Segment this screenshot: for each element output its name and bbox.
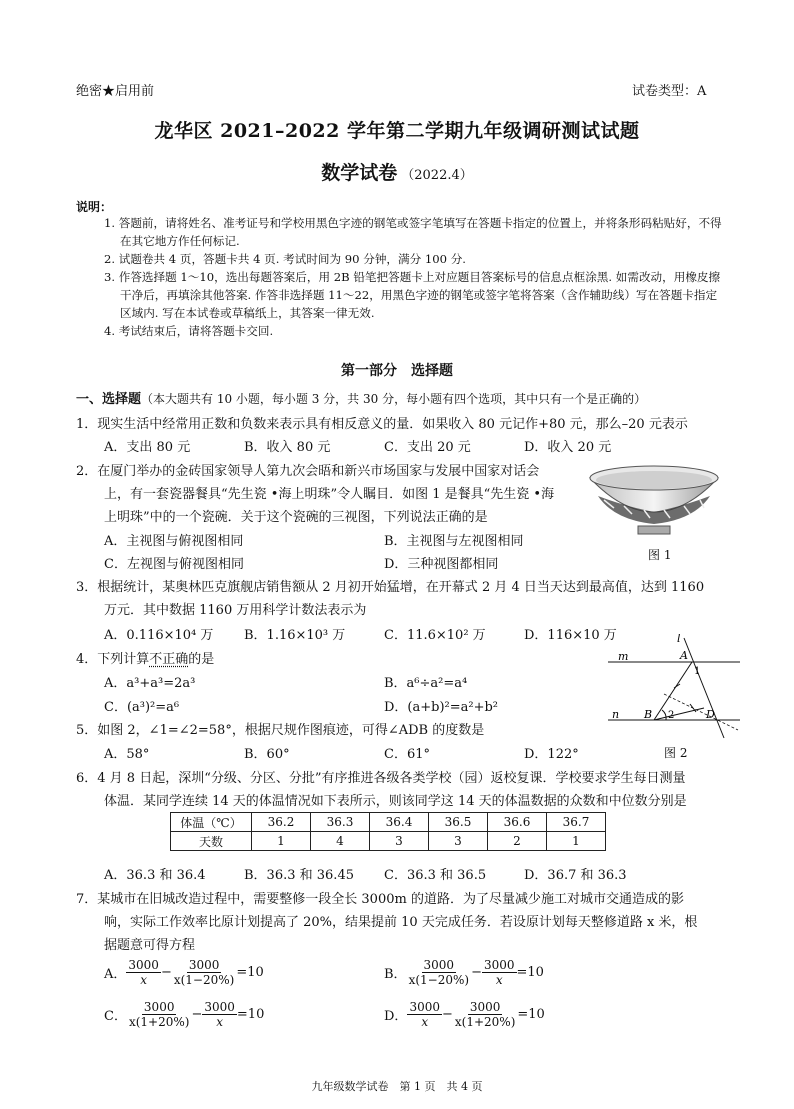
- table-cell: 体温（℃）: [171, 813, 252, 832]
- exam-title: 龙华区 2021–2022 学年第二学期九年级调研测试试题: [154, 120, 640, 142]
- q3-line2: 万元．其中数据 1160 万用科学计数法表示为: [104, 603, 367, 618]
- denominator: x: [495, 973, 503, 987]
- q5-option-b: B．60°: [244, 747, 290, 762]
- q4-option-c: C．(a³)²=a⁶: [104, 700, 180, 715]
- fraction: [126, 958, 161, 987]
- numerator: 3000: [469, 1000, 501, 1014]
- table-cell: 1: [547, 832, 606, 851]
- table-cell: 3: [370, 832, 429, 851]
- part1-desc: （本大题共有 10 小题，每小题 3 分，共 30 分，每小题有四个选项，其中只有一个是正确的）: [141, 392, 647, 406]
- q3-option-b: B．1.16×10³ 万: [244, 628, 346, 643]
- denominator: x(1−20%): [173, 973, 235, 987]
- q7-c-label: C．: [104, 1009, 127, 1024]
- note-item: 3. 作答选择题 1～10，选出每题答案后，用 2B 铅笔把答题卡上对应题目答案标号的信息点框涂黑. 如需改动，用橡皮擦干净后，再填涂其他答案. 作答非选择题 11～22，用黑色字迹的钢笔或签字笔将答案（含作辅助线）写在答题卡指定区域内. 写在本试卷或草稿纸上，其答案一律无效.: [104, 270, 721, 320]
- q1-stem: 1．现实生活中经常用正数和负数来表示具有相反意义的量．如果收入 80 元记作+80 元，那么–20 元表示: [76, 417, 688, 432]
- table-row: [171, 832, 606, 851]
- denominator: x(1+20%): [128, 1015, 190, 1029]
- fig2-label-m: m: [618, 650, 629, 663]
- paper-type: 试卷类型：A: [632, 84, 707, 99]
- minus-sign: −: [471, 965, 482, 980]
- denominator: x: [140, 973, 148, 987]
- numerator: 3000: [128, 958, 159, 972]
- q7-line3: 据题意可得方程: [104, 938, 196, 953]
- q2-option-d: D．三种视图都相同: [384, 557, 499, 572]
- numerator: 3000: [143, 1000, 175, 1014]
- q6-line1: 6．4 月 8 日起，深圳“分级、分区、分批”有序推进各级各类学校（园）返校复课．学校要求学生每日测量: [76, 771, 686, 786]
- exam-date: （2022.4）: [401, 168, 473, 183]
- denominator: x: [421, 1015, 429, 1029]
- fig2-caption: 图 2: [664, 746, 688, 760]
- fraction: [407, 958, 472, 987]
- equals: =10: [236, 1007, 265, 1022]
- note-item: 2. 试题卷共 4 页，答题卡共 4 页. 考试时间为 90 分钟，满分 100 分.: [104, 252, 466, 266]
- q4-option-d: D．(a+b)²=a²+b²: [384, 700, 499, 715]
- minus-sign: −: [441, 1007, 453, 1022]
- numerator: 3000: [409, 1000, 440, 1014]
- temperature-table: [170, 812, 606, 851]
- bowl-figure: [584, 462, 724, 542]
- numerator: 3000: [204, 1000, 235, 1014]
- q2-option-c: C．左视图与俯视图相同: [104, 557, 244, 572]
- fraction: [172, 958, 237, 987]
- fraction: [202, 1000, 237, 1029]
- equals: =10: [516, 965, 544, 980]
- denominator: x(1+20%): [454, 1015, 516, 1029]
- table-cell: 36.7: [547, 813, 606, 832]
- fig2-diagram: [604, 634, 744, 744]
- q2-line2: 上，有一套瓷器餐具“先生瓷 •海上明珠”令人瞩目．如图 1 是餐具“先生瓷 •海: [104, 487, 555, 502]
- q4-stem: [76, 648, 214, 667]
- q2-option-b: B．主视图与左视图相同: [384, 534, 524, 549]
- table-cell: 4: [311, 832, 370, 851]
- confidential-mark: 绝密★启用前: [76, 84, 155, 99]
- equals: =10: [517, 1007, 545, 1022]
- q3-option-c: C．11.6×10² 万: [384, 628, 486, 643]
- fig2-angle-1: 1: [694, 666, 701, 677]
- equals: =10: [236, 965, 264, 980]
- note-item: 1. 答题前，请将姓名、准考证号和学校用黑色字迹的钢笔或签字笔填写在答题卡指定的位置上，并将条形码粘贴好，不得在其它地方作任何标记.: [104, 216, 722, 248]
- q7-option-d: [384, 1000, 545, 1029]
- q1-option-c: C．支出 20 元: [384, 440, 471, 455]
- q7-option-b: [384, 958, 544, 987]
- fraction: [482, 958, 517, 987]
- q3-option-a: A．0.116×10⁴ 万: [104, 628, 214, 643]
- q6-option-a: A．36.3 和 36.4: [104, 868, 206, 883]
- fraction: [407, 1000, 442, 1029]
- fig1-caption: 图 1: [648, 548, 672, 562]
- q1-option-b: B．收入 80 元: [244, 440, 331, 455]
- table-cell: 3: [429, 832, 488, 851]
- q7-line2: 响，实际工作效率比原计划提高了 20%，结果提前 10 天完成任务．若设原计划每天整修道路 x 米，根: [104, 915, 698, 930]
- fig2-label-A: A: [680, 649, 688, 662]
- q6-option-d: D．36.7 和 36.3: [524, 868, 627, 883]
- table-cell: 36.5: [429, 813, 488, 832]
- table-cell: 天数: [171, 832, 252, 851]
- denominator: x: [216, 1015, 224, 1029]
- q1-option-d: D．收入 20 元: [524, 440, 612, 455]
- q4-option-a: A．a³+a³=2a³: [104, 676, 196, 691]
- q7-option-c: [104, 1000, 264, 1029]
- minus-sign: −: [191, 1007, 203, 1022]
- q1-option-a: A．支出 80 元: [104, 440, 191, 455]
- fraction: [453, 1000, 518, 1029]
- q4-stem-pre: 4．下列计算: [76, 652, 150, 667]
- q6-option-b: B．36.3 和 36.45: [244, 868, 354, 883]
- fig2-label-l: l: [677, 634, 681, 645]
- part1-heading: [76, 388, 646, 407]
- q5-option-c: C．61°: [384, 747, 430, 762]
- fraction: [127, 1000, 192, 1029]
- numerator: 3000: [483, 958, 515, 972]
- q5-option-a: A．58°: [104, 747, 150, 762]
- q4-option-b: B．a⁶÷a²=a⁴: [384, 676, 468, 691]
- numerator: 3000: [188, 958, 220, 972]
- q2-line3: 上明珠”中的一个瓷碗．关于这个瓷碗的三视图，下列说法正确的是: [104, 510, 488, 525]
- table-cell: 36.6: [488, 813, 547, 832]
- q6-line2: 体温．某同学连续 14 天的体温情况如下表所示，则该同学这 14 天的体温数据的众数和中位数分别是: [104, 794, 687, 809]
- table-cell: 36.4: [370, 813, 429, 832]
- subject-name: 数学试卷: [321, 162, 398, 184]
- denominator: x(1−20%): [408, 973, 470, 987]
- q2-option-a: A．主视图与俯视图相同: [104, 534, 244, 549]
- q5-stem: 5．如图 2，∠1=∠2=58°，根据尺规作图痕迹，可得∠ADB 的度数是: [76, 723, 485, 738]
- table-cell: 36.3: [311, 813, 370, 832]
- table-cell: 1: [252, 832, 311, 851]
- notes-list: [104, 214, 724, 340]
- q7-a-label: A．: [104, 967, 127, 982]
- q4-stem-post: 的是: [188, 652, 215, 667]
- q3-line1: 3．根据统计，某奥林匹克旗舰店销售额从 2 月初开始猛增，在开幕式 2 月 4 日当天达到最高值，达到 1160: [76, 580, 705, 595]
- q3-option-d: D．116×10 万: [524, 628, 617, 643]
- table-cell: 36.2: [252, 813, 311, 832]
- q6-option-c: C．36.3 和 36.5: [384, 868, 487, 883]
- minus-sign: −: [160, 965, 172, 980]
- section-title: 第一部分 选择题: [341, 363, 453, 379]
- q7-option-a: [104, 958, 264, 987]
- q4-stem-emph: 不正确: [149, 652, 189, 667]
- table-cell: 2: [488, 832, 547, 851]
- note-item: 4. 考试结束后，请将答题卡交回.: [104, 324, 274, 338]
- fig2-label-D: D: [706, 708, 715, 721]
- fig2-angle-2: 2: [668, 710, 675, 721]
- part1-title: 一、选择题: [76, 392, 142, 407]
- q7-b-label: B．: [384, 967, 407, 982]
- q5-option-d: D．122°: [524, 747, 579, 762]
- table-row: [171, 813, 606, 832]
- q7-d-label: D．: [384, 1009, 408, 1024]
- q2-line1: 2．在厦门举办的金砖国家领导人第九次会晤和新兴市场国家与发展中国家对话会: [76, 464, 540, 479]
- subject-title: [0, 158, 794, 185]
- q7-line1: 7．某城市在旧城改造过程中，需要整修一段全长 3000m 的道路．为了尽量减少施工对城市交通造成的影: [76, 892, 684, 907]
- fig2-label-B: B: [644, 708, 653, 721]
- page-footer: 九年级数学试卷 第 1 页 共 4 页: [311, 1080, 483, 1093]
- numerator: 3000: [423, 958, 455, 972]
- notes-label: 说明：: [76, 200, 113, 214]
- fig2-label-n: n: [612, 708, 620, 721]
